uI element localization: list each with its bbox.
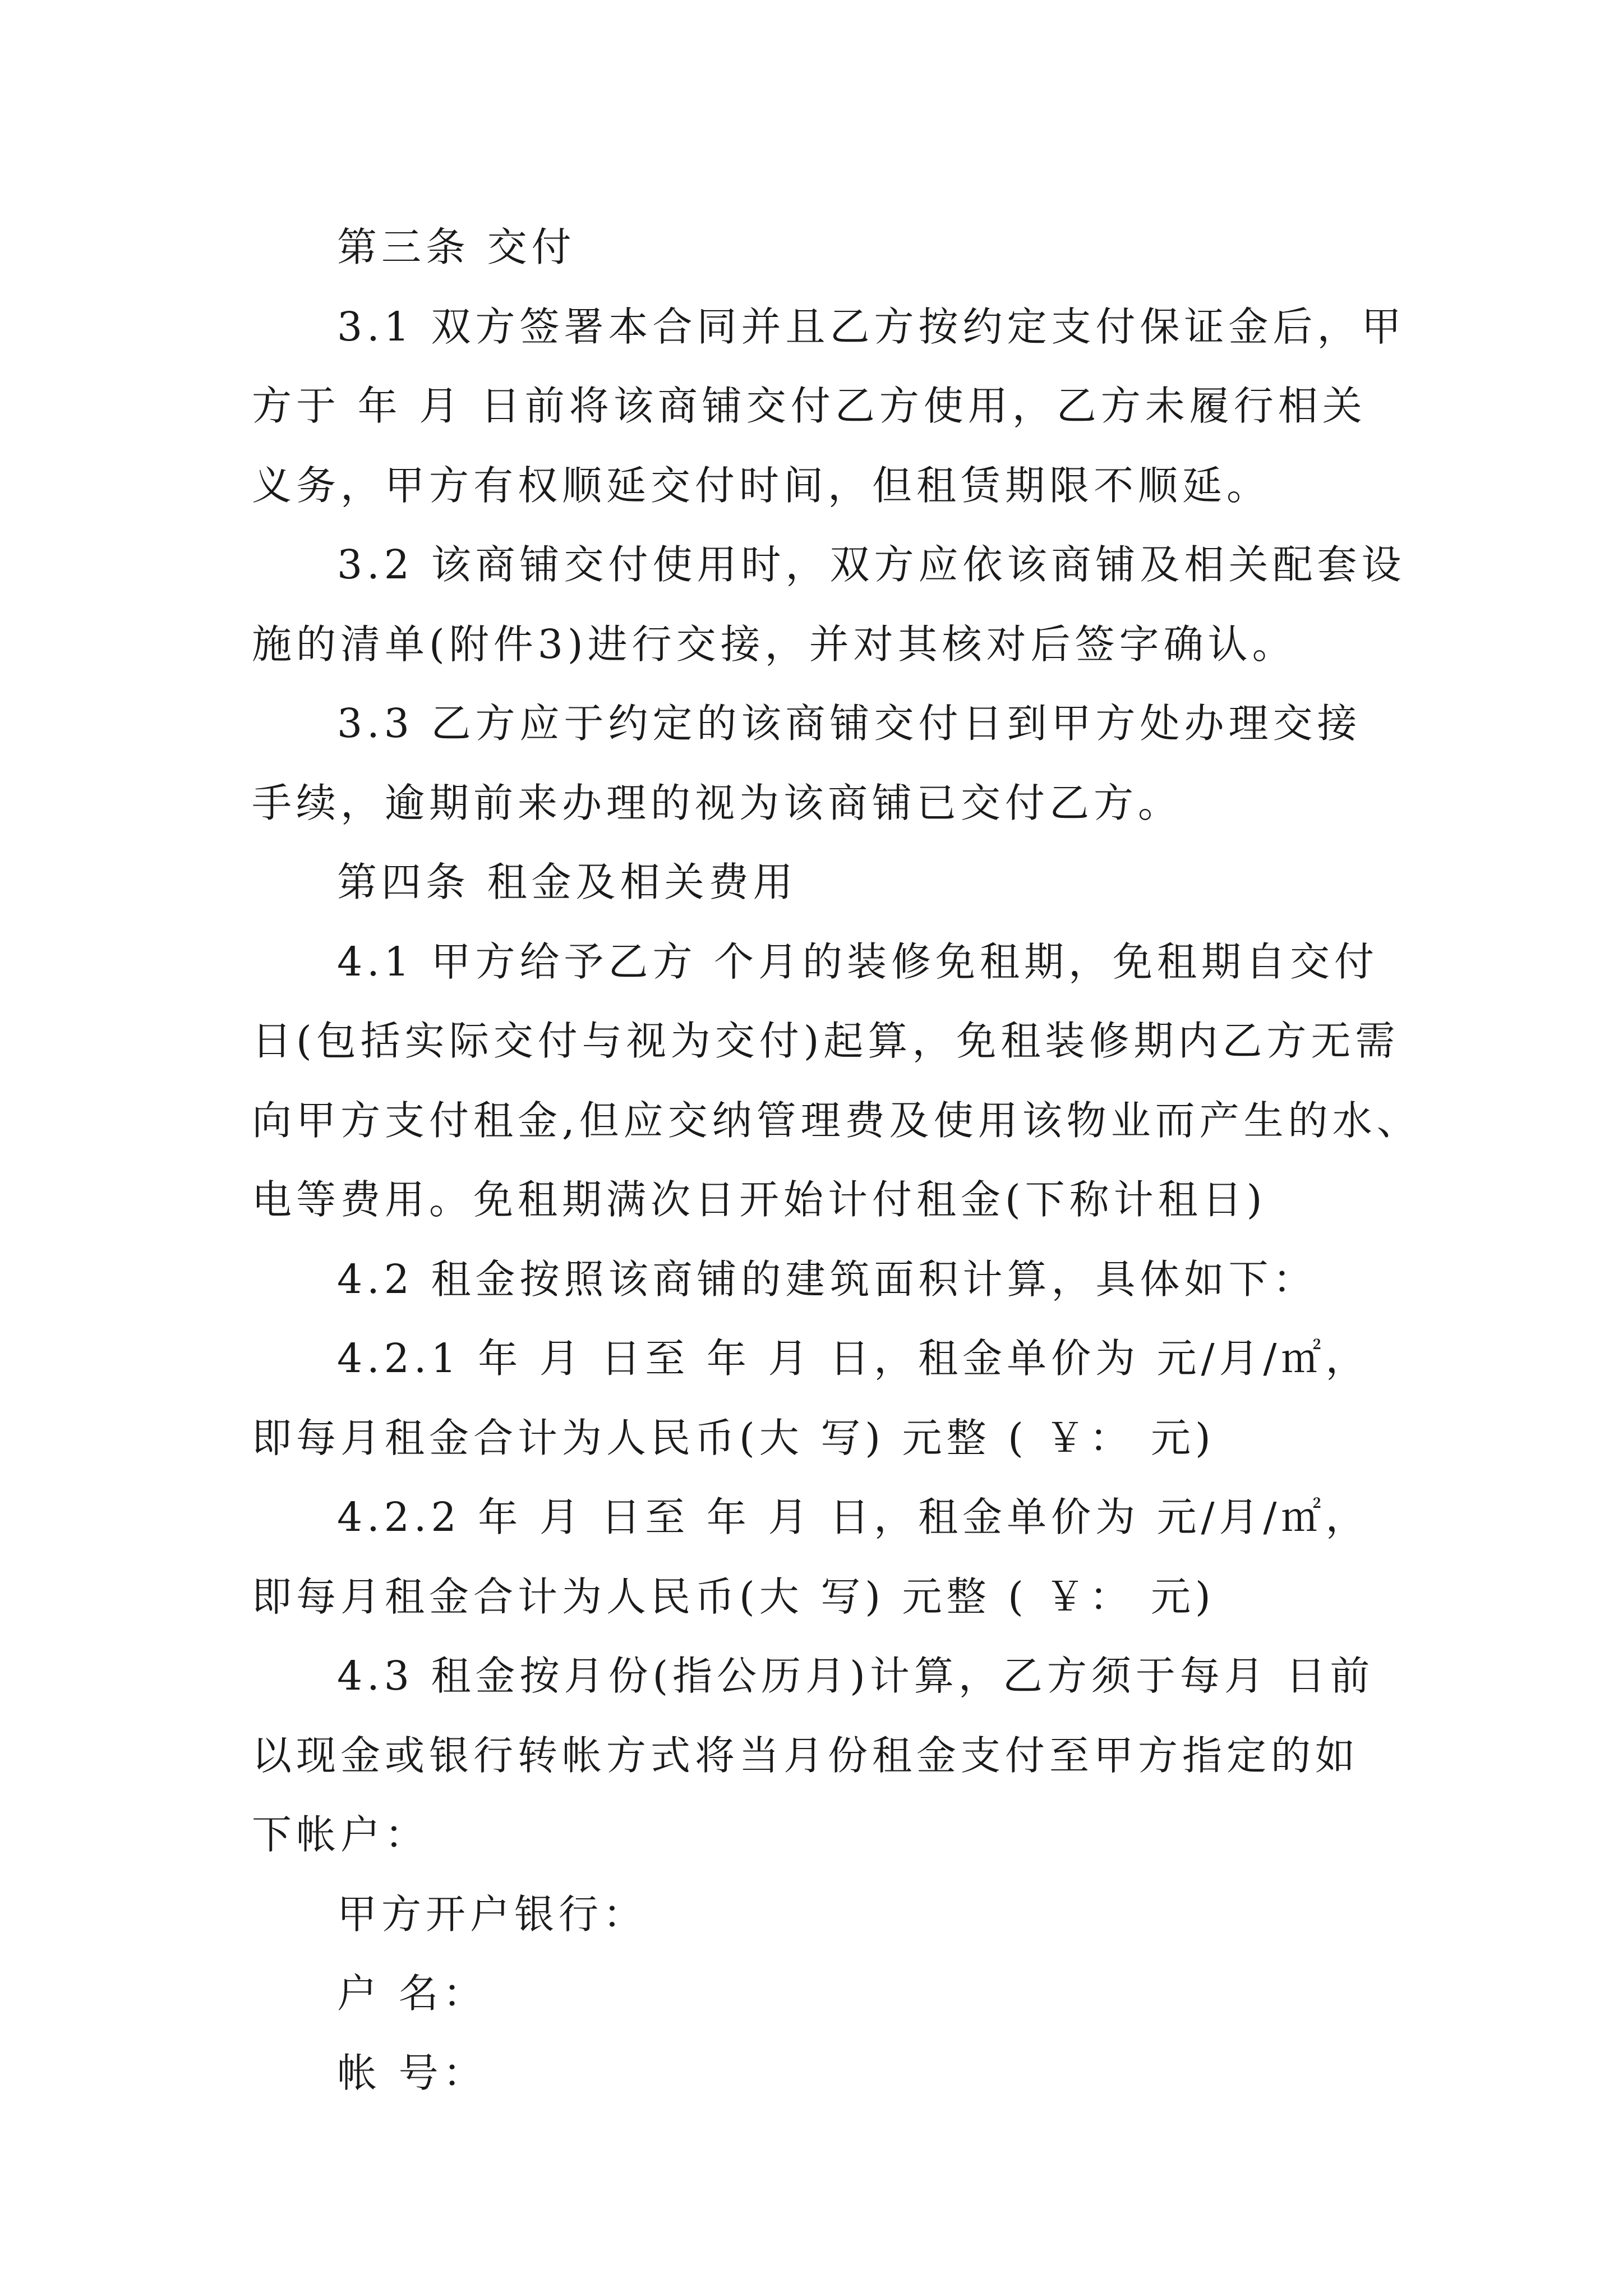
paragraph-4-3-line: 4.3 租金按月份(指公历月)计算，乙方须于每月 日前 bbox=[337, 1653, 1375, 1699]
section-heading-3: 第三条 交付 bbox=[337, 224, 576, 270]
paragraph-3-2-line: 3.2 该商铺交付使用时，双方应依该商铺及相关配套设 bbox=[337, 541, 1406, 588]
paragraph-4-1-line: 电等费用。免租期满次日开始计付租金(下称计租日) bbox=[252, 1176, 1267, 1223]
account-name-field: 户 名： bbox=[337, 1970, 487, 2017]
account-number-field: 帐 号： bbox=[337, 2049, 487, 2096]
paragraph-4-1-line: 4.1 甲方给予乙方 个月的装修免租期，免租期自交付 bbox=[337, 938, 1379, 985]
paragraph-3-3-line: 3.3 乙方应于约定的该商铺交付日到甲方处办理交接 bbox=[337, 700, 1362, 747]
paragraph-3-2-line: 施的清单(附件3)进行交接，并对其核对后签字确认。 bbox=[252, 620, 1297, 668]
paragraph-4-2-1-line: 4.2.1 年 月 日至 年 月 日，租金单价为 元/月/㎡， bbox=[337, 1335, 1370, 1382]
section-heading-4: 第四条 租金及相关费用 bbox=[337, 859, 797, 905]
paragraph-4-3-line: 下帐户： bbox=[252, 1811, 430, 1858]
paragraph-4-2-2-line: 即每月租金合计为人民币(大 写) 元整 ( ￥： 元) bbox=[252, 1573, 1215, 1620]
paragraph-4-3-line: 以现金或银行转帐方式将当月份租金支付至甲方指定的如 bbox=[252, 1732, 1360, 1779]
paragraph-3-1-line: 方于 年 月 日前将该商铺交付乙方使用，乙方未履行相关 bbox=[252, 383, 1367, 429]
paragraph-4-2-1-line: 即每月租金合计为人民币(大 写) 元整 ( ￥： 元) bbox=[252, 1414, 1215, 1461]
paragraph-4-1-line: 向甲方支付租金,但应交纳管理费及使用该物业而产生的水、 bbox=[252, 1097, 1421, 1144]
paragraph-4-1-line: 日(包括实际交付与视为交付)起算，免租装修期内乙方无需 bbox=[252, 1018, 1400, 1064]
paragraph-4-2-line: 4.2 租金按照该商铺的建筑面积计算，具体如下： bbox=[337, 1255, 1317, 1303]
paragraph-3-3-line: 手续，逾期前来办理的视为该商铺已交付乙方。 bbox=[252, 779, 1183, 826]
document-body bbox=[252, 208, 1421, 2113]
paragraph-4-2-2-line: 4.2.2 年 月 日至 年 月 日，租金单价为 元/月/㎡， bbox=[337, 1494, 1370, 1540]
paragraph-3-1-line: 3.1 双方签署本合同并且乙方按约定支付保证金后，甲 bbox=[337, 303, 1406, 350]
bank-name-field: 甲方开户银行： bbox=[337, 1890, 648, 1938]
paragraph-3-1-line: 义务，甲方有权顺延交付时间，但租赁期限不顺延。 bbox=[252, 462, 1271, 509]
